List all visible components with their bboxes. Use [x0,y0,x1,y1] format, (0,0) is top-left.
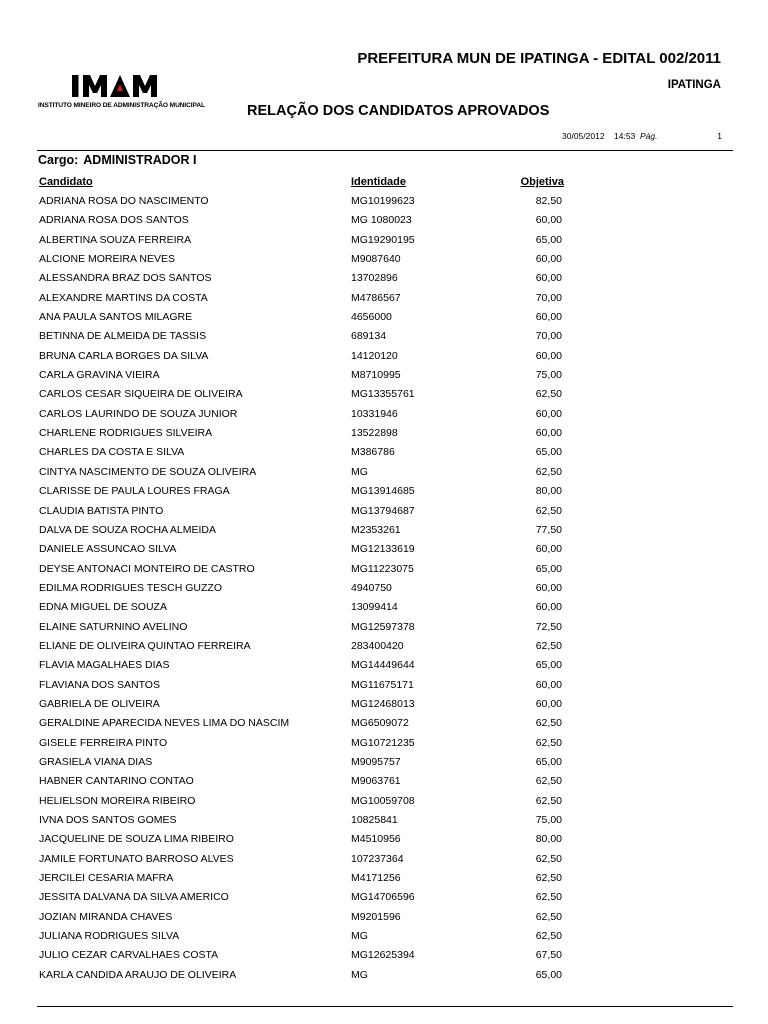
candidate-identity: MG13914685 [351,485,415,498]
table-row [0,212,768,231]
candidate-identity: MG12468013 [351,697,415,710]
candidate-name: FLAVIA MAGALHAES DIAS [39,659,170,672]
table-row [0,541,768,560]
candidate-score: 65,00 [535,659,562,672]
candidate-identity: MG12597378 [351,620,415,633]
table-row [0,831,768,850]
candidate-identity: 10331946 [351,407,398,420]
candidate-name: ALCIONE MOREIRA NEVES [39,253,175,266]
table-row [0,483,768,502]
candidate-score: 60,00 [535,581,562,594]
candidate-identity: M9201596 [351,910,401,923]
candidate-name: CLAUDIA BATISTA PINTO [39,504,164,517]
candidate-identity: 13099414 [351,601,398,614]
candidate-score: 60,00 [535,678,562,691]
candidate-score: 60,00 [535,214,562,227]
print-date: 30/05/2012 [562,131,605,141]
candidate-identity: MG [351,968,368,981]
table-row [0,773,768,792]
candidate-score: 65,00 [535,968,562,981]
table-row [0,696,768,715]
candidate-score: 75,00 [535,814,562,826]
table-row [0,812,768,831]
candidate-name: FLAVIANA DOS SANTOS [39,678,160,691]
table-row [0,909,768,928]
candidate-name: ALEXANDRE MARTINS DA COSTA [39,291,208,304]
candidate-name: KARLA CANDIDA ARAUJO DE OLIVEIRA [39,968,237,981]
document-title: PREFEITURA MUN DE IPATINGA - EDITAL 002/2011 [357,50,721,67]
table-row [0,232,768,251]
candidate-score: 62,50 [535,465,562,478]
candidate-name: CARLOS CESAR SIQUEIRA DE OLIVEIRA [39,388,243,401]
top-divider [37,150,733,151]
table-row [0,754,768,773]
table-row [0,967,768,986]
candidate-identity: MG14706596 [351,891,415,904]
candidate-identity: 10825841 [351,814,398,826]
table-header [0,176,768,192]
candidate-identity: MG12625394 [351,949,415,962]
document-subtitle: RELAÇÃO DOS CANDIDATOS APROVADOS [247,103,550,119]
candidate-identity: MG10059708 [351,794,415,807]
candidate-name: EDILMA RODRIGUES TESCH GUZZO [39,581,222,594]
candidate-identity: MG6509072 [351,717,409,730]
table-row [0,638,768,657]
candidate-identity: 13702896 [351,272,398,285]
candidate-name: ALESSANDRA BRAZ DOS SANTOS [39,272,212,285]
candidate-identity: MG10199623 [351,195,415,207]
table-row [0,270,768,289]
candidate-name: HELIELSON MOREIRA RIBEIRO [39,794,196,807]
candidate-identity: 14120120 [351,349,398,362]
table-row [0,522,768,541]
candidate-score: 65,00 [535,755,562,768]
table-row [0,657,768,676]
candidate-identity: 689134 [351,330,387,343]
candidate-score: 60,00 [535,427,562,440]
candidates-table [0,193,768,986]
candidate-identity: 13522898 [351,427,398,440]
candidate-name: GABRIELA DE OLIVEIRA [39,697,160,710]
table-row [0,870,768,889]
candidate-score: 80,00 [535,485,562,498]
table-row [0,735,768,754]
print-time: 14:53 [614,131,636,141]
candidate-score: 62,50 [535,775,562,788]
candidate-score: 62,50 [535,852,562,865]
candidate-score: 70,00 [535,291,562,304]
table-row [0,715,768,734]
candidate-name: ANA PAULA SANTOS MILAGRE [39,311,193,324]
candidate-score: 65,00 [535,233,562,246]
table-row [0,599,768,618]
candidate-name: JOZIAN MIRANDA CHAVES [39,910,173,923]
candidate-identity: 4656000 [351,311,392,324]
table-row [0,193,768,212]
candidate-name: CHARLENE RODRIGUES SILVEIRA [39,427,213,440]
imam-logo [38,72,218,114]
candidate-identity: 4940750 [351,581,392,594]
table-row [0,677,768,696]
logo-subtitle: INSTITUTO MINEIRO DE ADMINISTRAÇÃO MUNICIPAL [38,102,205,109]
candidate-identity: MG10721235 [351,736,415,749]
table-row [0,348,768,367]
candidate-identity: MG 1080023 [351,214,412,227]
candidate-name: JULIO CEZAR CARVALHAES COSTA [39,949,219,962]
table-row [0,928,768,947]
candidate-score: 75,00 [535,369,562,382]
candidate-score: 60,00 [535,697,562,710]
candidate-name: BRUNA CARLA BORGES DA SILVA [39,349,209,362]
candidate-score: 62,50 [535,388,562,401]
table-row [0,503,768,522]
table-row [0,425,768,444]
candidate-name: JAMILE FORTUNATO BARROSO ALVES [39,852,234,865]
page-label: Pág. [640,131,658,141]
candidate-identity: MG11675171 [351,678,414,691]
candidate-score: 77,50 [535,523,562,536]
column-header-identidade: Identidade [351,176,407,188]
candidate-score: 62,50 [535,794,562,807]
candidate-identity: 107237364 [351,852,404,865]
candidate-name: IVNA DOS SANTOS GOMES [39,814,177,826]
candidate-identity: M4510956 [351,833,401,846]
candidate-name: EDNA MIGUEL DE SOUZA [39,601,167,614]
table-row [0,889,768,908]
candidate-score: 62,50 [535,639,562,652]
candidate-score: 60,00 [535,349,562,362]
candidate-identity: M9095757 [351,755,401,768]
candidate-name: GISELE FERREIRA PINTO [39,736,168,749]
candidate-score: 62,50 [535,872,562,885]
candidate-name: CARLA GRAVINA VIEIRA [39,369,160,382]
table-row [0,290,768,309]
table-row [0,406,768,425]
table-row [0,444,768,463]
column-header-candidato: Candidato [39,176,93,188]
print-metadata [562,131,722,145]
candidate-identity: M4786567 [351,291,401,304]
candidate-name: ELIANE DE OLIVEIRA QUINTAO FERREIRA [39,639,251,652]
candidate-score: 62,50 [535,930,562,943]
candidate-name: DALVA DE SOUZA ROCHA ALMEIDA [39,523,216,536]
candidate-name: JULIANA RODRIGUES SILVA [39,930,180,943]
candidate-name: HABNER CANTARINO CONTAO [39,775,194,788]
candidate-score: 80,00 [535,833,562,846]
candidate-name: ADRIANA ROSA DOS SANTOS [39,214,189,227]
candidate-score: 60,00 [535,543,562,556]
table-row [0,947,768,966]
candidate-name: CHARLES DA COSTA E SILVA [39,446,185,459]
candidate-identity: MG [351,465,368,478]
candidate-identity: 283400420 [351,639,404,652]
table-row [0,580,768,599]
table-row [0,561,768,580]
cargo-label: Cargo: [38,153,79,167]
candidate-score: 70,00 [535,330,562,343]
city-label: IPATINGA [667,79,721,91]
table-row [0,386,768,405]
candidate-identity: M9087640 [351,253,401,266]
candidate-name: CINTYA NASCIMENTO DE SOUZA OLIVEIRA [39,465,257,478]
candidate-score: 82,50 [535,195,562,207]
candidate-name: ALBERTINA SOUZA FERREIRA [39,233,192,246]
candidate-score: 60,00 [535,407,562,420]
candidate-score: 67,50 [535,949,562,962]
candidate-identity: M4171256 [351,872,401,885]
candidate-name: CARLOS LAURINDO DE SOUZA JUNIOR [39,407,238,420]
candidate-name: JESSITA DALVANA DA SILVA AMERICO [39,891,229,904]
candidate-name: ELAINE SATURNINO AVELINO [39,620,188,633]
table-row [0,851,768,870]
candidate-score: 60,00 [535,253,562,266]
candidate-score: 62,50 [535,504,562,517]
candidate-score: 60,00 [535,601,562,614]
table-row [0,793,768,812]
candidate-name: GERALDINE APARECIDA NEVES LIMA DO NASCIM [39,717,290,730]
bottom-divider [37,1006,733,1007]
candidate-name: JERCILEI CESARIA MAFRA [39,872,174,885]
imam-logo-mark [38,72,218,102]
candidate-score: 72,50 [535,620,562,633]
candidate-name: GRASIELA VIANA DIAS [39,755,153,768]
candidate-score: 62,50 [535,717,562,730]
table-row [0,464,768,483]
page-number: 1 [717,131,722,141]
column-header-objetiva: Objetiva [520,176,564,188]
table-row [0,309,768,328]
candidate-name: JACQUELINE DE SOUZA LIMA RIBEIRO [39,833,234,846]
candidate-identity: MG12133619 [351,543,415,556]
table-row [0,328,768,347]
candidate-identity: M8710995 [351,369,401,382]
candidate-score: 60,00 [535,272,562,285]
candidate-identity: MG19290195 [351,233,415,246]
table-row [0,367,768,386]
candidate-score: 62,50 [535,736,562,749]
candidate-identity: M2353261 [351,523,401,536]
cargo-value: ADMINISTRADOR I [83,153,197,167]
candidate-score: 62,50 [535,891,562,904]
candidate-identity: M9063761 [351,775,401,788]
candidate-identity: M386786 [351,446,395,459]
candidate-identity: MG11223075 [351,562,414,575]
candidate-score: 65,00 [535,446,562,459]
candidate-name: DEYSE ANTONACI MONTEIRO DE CASTRO [39,562,255,575]
candidate-name: ADRIANA ROSA DO NASCIMENTO [39,195,209,207]
candidate-score: 62,50 [535,910,562,923]
candidate-score: 65,00 [535,562,562,575]
candidate-identity: MG13794687 [351,504,415,517]
candidate-identity: MG13355761 [351,388,415,401]
candidate-identity: MG14449644 [351,659,415,672]
candidate-identity: MG [351,930,368,943]
table-row [0,619,768,638]
table-row [0,251,768,270]
candidate-name: CLARISSE DE PAULA LOURES FRAGA [39,485,230,498]
candidate-score: 60,00 [535,311,562,324]
candidate-name: DANIELE ASSUNCAO SILVA [39,543,177,556]
candidate-name: BETINNA DE ALMEIDA DE TASSIS [39,330,207,343]
cargo-heading [38,153,196,167]
